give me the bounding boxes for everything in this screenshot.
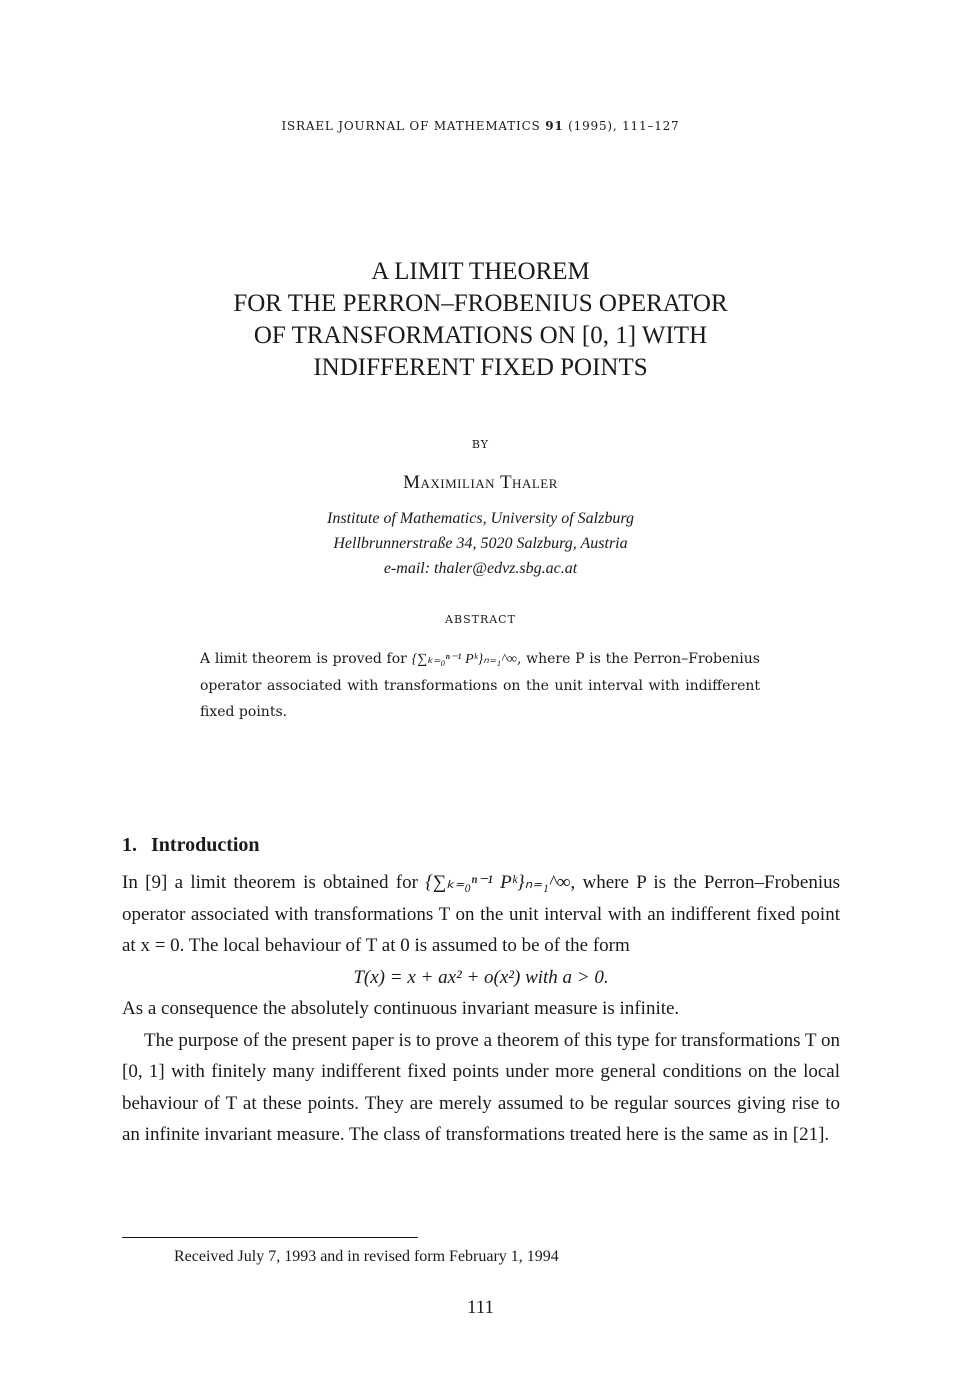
abstract-body [200,646,760,725]
by-label: BY [471,438,490,451]
abstract-heading: ABSTRACT [445,613,516,626]
affiliation-address: Hellbrunnerstraße 34, 5020 Salzburg, Austria [333,535,628,552]
title-line: INDIFFERENT FIXED POINTS [313,354,648,381]
abstract-formula: {∑ₖ₌₀ⁿ⁻¹ Pᵏ}ₙ₌₁^∞ [411,652,517,667]
display-equation: T(x) = x + ax² + o(x²) with a > 0. [353,966,609,988]
section-heading [122,834,260,857]
paragraph-3: The purpose of the present paper is to prove a theorem of this type for transformations T on [0, 1] with finitely many indifferent fixed points under more general conditions on the local behaviour of T at these points. They are merely assumed to be regular sources giving rise to an infinite invariant measure. The class of transformations treated here is the same as in [21]. [122,1029,840,1145]
title-line: OF TRANSFORMATIONS ON [0, 1] WITH [253,322,708,349]
paragraph-2: As a consequence the absolutely continuous invariant measure is infinite. [122,998,680,1019]
section-number: 1. [122,834,137,856]
journal-year-pages: (1995), 111–127 [568,119,680,133]
author-name: Maximilian Thaler [403,472,558,493]
affiliation-institute: Institute of Mathematics, University of Salzburg [327,510,634,527]
footnote: Received July 7, 1993 and in revised form February 1, 1994 [174,1248,559,1265]
journal-volume: 91 [545,119,564,133]
section-title: Introduction [151,834,260,856]
abstract-text [200,646,760,725]
paragraph-1-start: In [9] a limit theorem is obtained for [122,872,426,893]
paragraph-1-formula: {∑ₖ₌₀ⁿ⁻¹ Pᵏ}ₙ₌₁^∞ [425,872,571,893]
footnote-rule [122,1237,418,1238]
running-head [0,119,961,133]
abstract-text-start: A limit theorem is proved for [200,651,412,667]
affiliation-email: e-mail: thaler@edvz.sbg.ac.at [383,560,578,577]
section-body [122,867,840,1151]
paper-title [0,256,961,384]
title-line: FOR THE PERRON–FROBENIUS OPERATOR [233,290,728,317]
affiliation [0,506,961,581]
title-line: A LIMIT THEOREM [371,258,590,285]
paragraph-1 [122,867,840,962]
paragraph-1-end: , where P is the Perron–Frobenius operator associated with transformations T on the unit interval with an indifferent fixed point at x = 0. The local behaviour of T at 0 is assumed to be of the form [122,872,841,956]
abstract-text-end: , where P is the Perron–Frobenius operator associated with transformations on the unit interval with indifferent fixed points. [200,651,760,720]
journal-name: ISRAEL JOURNAL OF MATHEMATICS [281,119,541,133]
page-number: 111 [466,1297,495,1318]
